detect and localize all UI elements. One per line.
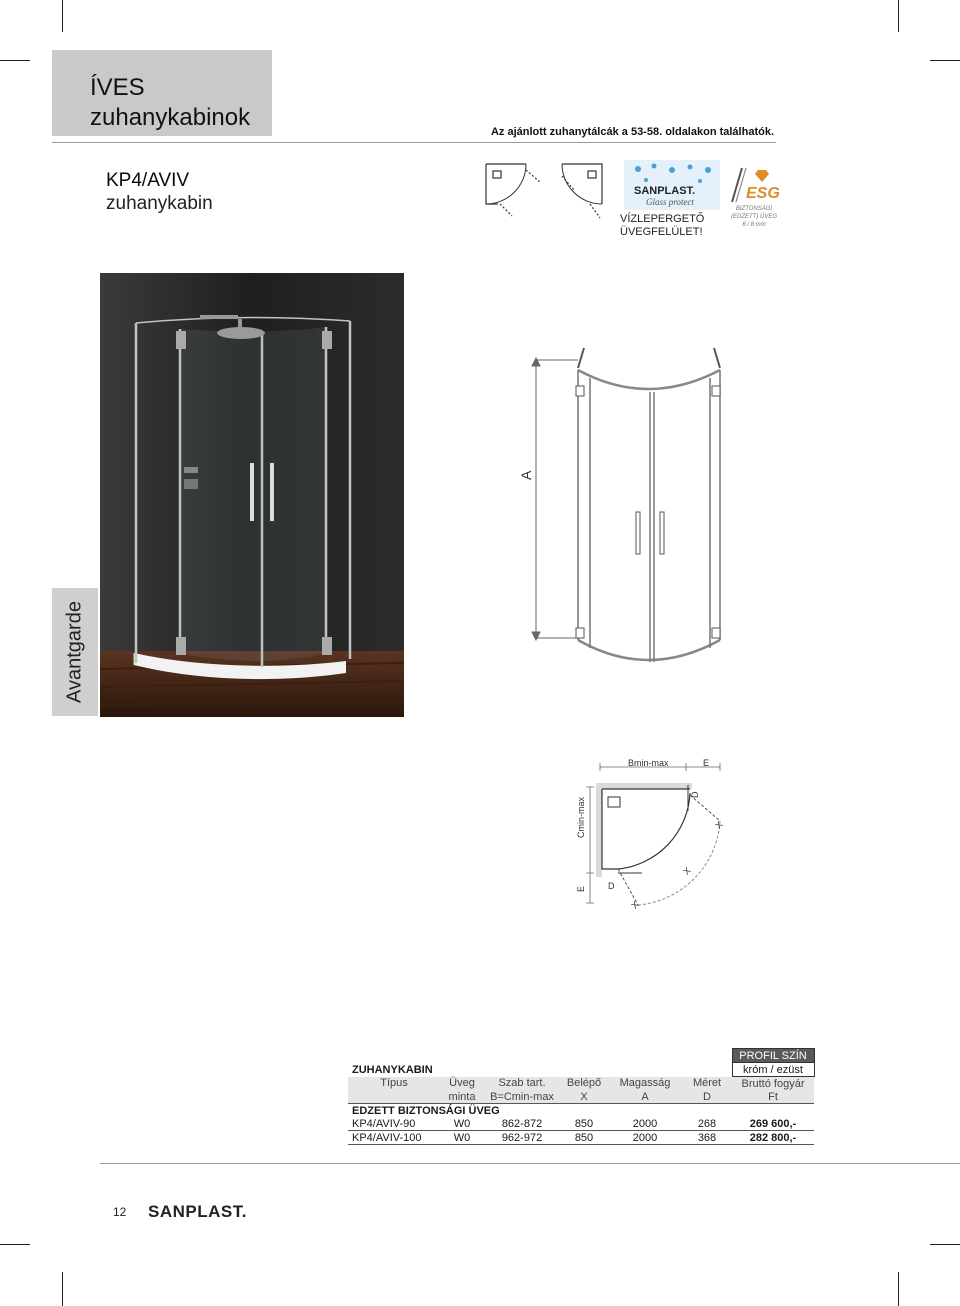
esg-caption-line1: BIZTONSÁGI bbox=[735, 206, 773, 212]
crop-mark bbox=[930, 1244, 960, 1245]
dimension-d-bottom-label: D bbox=[608, 881, 615, 891]
badge-tagline: Glass protect bbox=[646, 197, 694, 207]
column-subheader: X bbox=[580, 1090, 588, 1103]
section-title-line2: zuhanykabinok bbox=[90, 104, 251, 131]
badge-logo: SANPLAST. bbox=[634, 185, 696, 197]
footer-divider bbox=[100, 1163, 960, 1164]
tray-note: Az ajánlott zuhanytálcák a 53-58. oldalakon találhatók. bbox=[490, 126, 774, 138]
cabin-plan-drawing bbox=[570, 755, 740, 915]
dimension-x-label: X bbox=[681, 865, 693, 877]
column-header: Üveg bbox=[449, 1077, 475, 1090]
water-repellent-line1: VÍZLEPERGETŐ bbox=[620, 213, 705, 225]
cabin-elevation-drawing bbox=[508, 340, 768, 680]
dimension-bmin-max-label: Bmin-max bbox=[628, 758, 669, 768]
table-header-row bbox=[348, 1077, 814, 1091]
page-number: 12 bbox=[113, 1205, 127, 1219]
series-tab bbox=[52, 588, 98, 716]
model-subtitle: zuhanykabin bbox=[106, 193, 213, 214]
column-subheader: minta bbox=[448, 1090, 476, 1103]
column-header: Magasság bbox=[619, 1077, 671, 1090]
dimension-a-label: A bbox=[518, 470, 534, 480]
dimension-d-side-label: D bbox=[690, 791, 700, 798]
column-subheader bbox=[348, 1090, 440, 1104]
table-row bbox=[348, 1131, 814, 1145]
table-cell: W0 bbox=[453, 1131, 471, 1144]
dimension-cmin-max-label: Cmin-max bbox=[576, 796, 586, 838]
table-cell: 850 bbox=[574, 1131, 594, 1144]
crop-mark bbox=[898, 0, 899, 32]
column-header: Bruttó fogyár bbox=[741, 1077, 805, 1090]
footer-logo: SANPLAST. bbox=[148, 1202, 247, 1221]
crop-mark bbox=[62, 1272, 63, 1306]
table-cell: 282 800,- bbox=[749, 1131, 797, 1144]
table-subheader-row bbox=[348, 1090, 814, 1104]
profil-value: króm / ezüst bbox=[732, 1063, 814, 1077]
column-header: Belépő bbox=[566, 1077, 602, 1090]
column-subheader: B=Cmin-max bbox=[490, 1090, 554, 1103]
crop-mark bbox=[0, 60, 30, 61]
header-divider bbox=[52, 142, 776, 143]
column-header: Típus bbox=[380, 1077, 408, 1090]
table-row bbox=[348, 1117, 814, 1131]
model-name: KP4/AVIV bbox=[106, 170, 190, 191]
table-cell: 269 600,- bbox=[749, 1117, 797, 1130]
dimension-x-label: X bbox=[713, 819, 725, 831]
section-title-line1: ÍVES bbox=[90, 74, 145, 101]
section-title-box bbox=[52, 50, 272, 136]
water-repellent-line2: ÜVEGFELÜLET! bbox=[620, 226, 703, 238]
dimension-e-top-label: E bbox=[703, 758, 710, 768]
table-cell: 850 bbox=[574, 1117, 594, 1130]
profil-header: PROFIL SZÍN bbox=[732, 1049, 814, 1063]
table-cell: 2000 bbox=[632, 1117, 658, 1130]
column-subheader: A bbox=[641, 1090, 649, 1103]
crop-mark bbox=[0, 1244, 30, 1245]
crop-mark bbox=[930, 60, 960, 61]
series-tab-label: Avantgarde bbox=[63, 601, 86, 703]
water-repellent-text bbox=[620, 213, 704, 239]
table-section-row bbox=[348, 1063, 814, 1077]
table-cell: 268 bbox=[697, 1117, 717, 1130]
dimension-x-label: X bbox=[629, 899, 641, 911]
table-cell: 862-872 bbox=[501, 1117, 543, 1130]
esg-caption bbox=[724, 205, 784, 229]
crop-mark bbox=[898, 1272, 899, 1306]
table-cell: KP4/AVIV-100 bbox=[352, 1131, 422, 1144]
door-opening-icon bbox=[478, 160, 626, 222]
column-header: Méret bbox=[692, 1077, 722, 1090]
table-group-title: EDZETT BIZTONSÁGI ÜVEG bbox=[352, 1104, 500, 1117]
column-header: Szab tart. bbox=[498, 1077, 546, 1090]
table-cell: 368 bbox=[697, 1131, 717, 1144]
esg-caption-line3: 6 / 8 mm bbox=[742, 222, 766, 228]
column-subheader: Ft bbox=[768, 1090, 778, 1103]
table-cell: KP4/AVIV-90 bbox=[352, 1117, 416, 1130]
product-photo bbox=[100, 273, 404, 717]
table-cell: 962-972 bbox=[501, 1131, 543, 1144]
esg-caption-line2: (EDZETT) ÜVEG bbox=[731, 214, 777, 220]
table-profil-header-row bbox=[348, 1049, 814, 1063]
table-section-title: ZUHANYKABIN bbox=[352, 1063, 433, 1076]
crop-mark bbox=[62, 0, 63, 32]
dimension-e-side-label: E bbox=[576, 885, 586, 892]
column-subheader: D bbox=[703, 1090, 711, 1103]
table-group-row bbox=[348, 1104, 814, 1118]
spec-table bbox=[348, 1048, 815, 1145]
glass-protect-badge bbox=[624, 160, 720, 210]
table-cell: 2000 bbox=[632, 1131, 658, 1144]
esg-logo: ESG bbox=[746, 185, 780, 202]
table-cell: W0 bbox=[453, 1117, 471, 1130]
